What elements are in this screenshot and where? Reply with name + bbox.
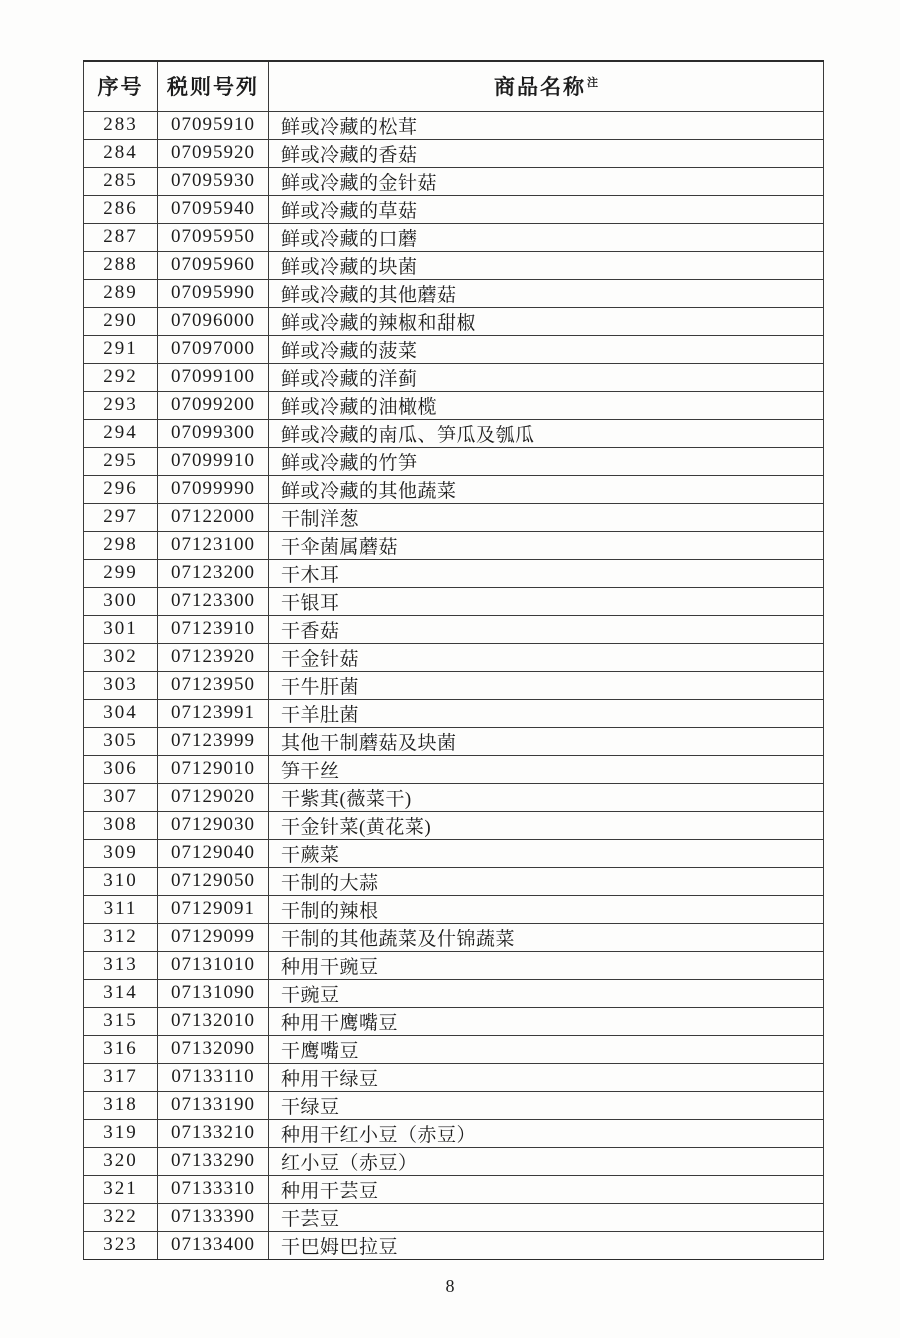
table-row [84, 727, 824, 755]
product-name-cell: 鲜或冷藏的块菌 [269, 251, 824, 279]
tariff-code-cell: 07099200 [158, 391, 269, 419]
table-row [84, 615, 824, 643]
tariff-code-cell: 07123999 [158, 727, 269, 755]
tariff-code-cell: 07133290 [158, 1147, 269, 1175]
product-name-cell: 干牛肝菌 [269, 671, 824, 699]
product-name-cell: 鲜或冷藏的松茸 [269, 111, 824, 139]
column-header-tariff-code: 税则号列 [158, 61, 269, 111]
table-row [84, 643, 824, 671]
tariff-code-cell: 07131010 [158, 951, 269, 979]
table-row [84, 1147, 824, 1175]
serial-cell: 316 [84, 1035, 158, 1063]
table-row [84, 867, 824, 895]
product-name-cell: 种用干豌豆 [269, 951, 824, 979]
table-row [84, 251, 824, 279]
product-name-cell: 鲜或冷藏的草菇 [269, 195, 824, 223]
product-name-cell: 干蕨菜 [269, 839, 824, 867]
table-row [84, 531, 824, 559]
product-name-cell: 种用干红小豆（赤豆） [269, 1119, 824, 1147]
table-row [84, 699, 824, 727]
serial-cell: 323 [84, 1231, 158, 1259]
serial-cell: 317 [84, 1063, 158, 1091]
product-name-cell: 干制的辣根 [269, 895, 824, 923]
table-row [84, 811, 824, 839]
table-header [84, 61, 824, 111]
product-name-cell: 鲜或冷藏的金针菇 [269, 167, 824, 195]
serial-cell: 306 [84, 755, 158, 783]
tariff-code-cell: 07123200 [158, 559, 269, 587]
product-name-cell: 干制的其他蔬菜及什锦蔬菜 [269, 923, 824, 951]
serial-cell: 284 [84, 139, 158, 167]
tariff-code-cell: 07095940 [158, 195, 269, 223]
serial-cell: 283 [84, 111, 158, 139]
tariff-code-cell: 07133310 [158, 1175, 269, 1203]
tariff-code-cell: 07095990 [158, 279, 269, 307]
product-name-cell: 鲜或冷藏的油橄榄 [269, 391, 824, 419]
tariff-code-cell: 07129050 [158, 867, 269, 895]
product-name-cell: 干巴姆巴拉豆 [269, 1231, 824, 1259]
product-name-cell: 鲜或冷藏的其他蔬菜 [269, 475, 824, 503]
serial-cell: 288 [84, 251, 158, 279]
tariff-code-cell: 07095920 [158, 139, 269, 167]
tariff-code-cell: 07123910 [158, 615, 269, 643]
table-row [84, 195, 824, 223]
tariff-code-cell: 07099910 [158, 447, 269, 475]
table-row [84, 1231, 824, 1259]
table-row [84, 895, 824, 923]
table-row [84, 167, 824, 195]
column-header-product-name [269, 61, 824, 111]
tariff-code-cell: 07129010 [158, 755, 269, 783]
table-row [84, 979, 824, 1007]
product-name-cell: 红小豆（赤豆） [269, 1147, 824, 1175]
serial-cell: 320 [84, 1147, 158, 1175]
table-row [84, 279, 824, 307]
table-row [84, 447, 824, 475]
tariff-code-cell: 07133190 [158, 1091, 269, 1119]
product-name-cell: 其他干制蘑菇及块菌 [269, 727, 824, 755]
serial-cell: 318 [84, 1091, 158, 1119]
tariff-code-cell: 07123991 [158, 699, 269, 727]
tariff-code-cell: 07129020 [158, 783, 269, 811]
table-row [84, 755, 824, 783]
serial-cell: 292 [84, 363, 158, 391]
table-row [84, 951, 824, 979]
table-row [84, 1203, 824, 1231]
serial-cell: 295 [84, 447, 158, 475]
table-body [84, 111, 824, 1259]
table-row [84, 1035, 824, 1063]
table-row [84, 419, 824, 447]
table-row [84, 139, 824, 167]
tariff-code-cell: 07129040 [158, 839, 269, 867]
serial-cell: 290 [84, 307, 158, 335]
product-name-cell: 鲜或冷藏的香菇 [269, 139, 824, 167]
tariff-table [83, 60, 824, 1260]
product-name-cell: 干香菇 [269, 615, 824, 643]
serial-cell: 313 [84, 951, 158, 979]
tariff-code-cell: 07123300 [158, 587, 269, 615]
tariff-code-cell: 07095930 [158, 167, 269, 195]
table-row [84, 839, 824, 867]
tariff-code-cell: 07123920 [158, 643, 269, 671]
tariff-code-cell: 07122000 [158, 503, 269, 531]
table-row [84, 391, 824, 419]
serial-cell: 293 [84, 391, 158, 419]
serial-cell: 304 [84, 699, 158, 727]
serial-cell: 303 [84, 671, 158, 699]
serial-cell: 321 [84, 1175, 158, 1203]
serial-cell: 294 [84, 419, 158, 447]
tariff-code-cell: 07123100 [158, 531, 269, 559]
serial-cell: 309 [84, 839, 158, 867]
page-number: 8 [445, 1276, 455, 1296]
serial-cell: 319 [84, 1119, 158, 1147]
tariff-code-cell: 07133390 [158, 1203, 269, 1231]
serial-cell: 299 [84, 559, 158, 587]
product-name-cell: 干银耳 [269, 587, 824, 615]
table-row [84, 1175, 824, 1203]
product-name-cell: 干伞菌属蘑菇 [269, 531, 824, 559]
serial-cell: 322 [84, 1203, 158, 1231]
serial-cell: 308 [84, 811, 158, 839]
tariff-code-cell: 07133210 [158, 1119, 269, 1147]
product-name-cell: 鲜或冷藏的菠菜 [269, 335, 824, 363]
tariff-code-cell: 07132090 [158, 1035, 269, 1063]
header-row [84, 61, 824, 111]
serial-cell: 314 [84, 979, 158, 1007]
table-row [84, 1063, 824, 1091]
product-name-cell: 笋干丝 [269, 755, 824, 783]
table-row [84, 307, 824, 335]
tariff-code-cell: 07129099 [158, 923, 269, 951]
serial-cell: 296 [84, 475, 158, 503]
table-row [84, 783, 824, 811]
serial-cell: 291 [84, 335, 158, 363]
product-name-cell: 干羊肚菌 [269, 699, 824, 727]
product-name-cell: 种用干绿豆 [269, 1063, 824, 1091]
serial-cell: 302 [84, 643, 158, 671]
product-name-cell: 鲜或冷藏的竹笋 [269, 447, 824, 475]
product-name-cell: 鲜或冷藏的其他蘑菇 [269, 279, 824, 307]
table-row [84, 1091, 824, 1119]
product-name-header-text: 商品名称 [494, 75, 586, 100]
product-name-cell: 种用干鹰嘴豆 [269, 1007, 824, 1035]
tariff-code-cell: 07099300 [158, 419, 269, 447]
table-row [84, 475, 824, 503]
product-name-cell: 干制洋葱 [269, 503, 824, 531]
table-row [84, 1119, 824, 1147]
product-name-cell: 干制的大蒜 [269, 867, 824, 895]
product-name-cell: 鲜或冷藏的辣椒和甜椒 [269, 307, 824, 335]
serial-cell: 286 [84, 195, 158, 223]
serial-cell: 305 [84, 727, 158, 755]
serial-cell: 310 [84, 867, 158, 895]
product-name-cell: 干绿豆 [269, 1091, 824, 1119]
tariff-code-cell: 07133110 [158, 1063, 269, 1091]
serial-cell: 311 [84, 895, 158, 923]
tariff-code-cell: 07095950 [158, 223, 269, 251]
serial-cell: 300 [84, 587, 158, 615]
product-name-cell: 干鹰嘴豆 [269, 1035, 824, 1063]
tariff-code-cell: 07129030 [158, 811, 269, 839]
product-name-cell: 干金针菜(黄花菜) [269, 811, 824, 839]
table-row [84, 335, 824, 363]
table-row [84, 111, 824, 139]
serial-cell: 287 [84, 223, 158, 251]
tariff-code-cell: 07099990 [158, 475, 269, 503]
tariff-code-cell: 07095910 [158, 111, 269, 139]
product-name-cell: 种用干芸豆 [269, 1175, 824, 1203]
serial-cell: 289 [84, 279, 158, 307]
serial-cell: 301 [84, 615, 158, 643]
table-row [84, 223, 824, 251]
serial-cell: 315 [84, 1007, 158, 1035]
tariff-code-cell: 07132010 [158, 1007, 269, 1035]
product-name-cell: 干芸豆 [269, 1203, 824, 1231]
tariff-code-cell: 07096000 [158, 307, 269, 335]
table-row [84, 363, 824, 391]
product-name-cell: 鲜或冷藏的南瓜、笋瓜及瓠瓜 [269, 419, 824, 447]
header-footnote-marker: 注 [587, 77, 598, 90]
tariff-code-cell: 07123950 [158, 671, 269, 699]
serial-cell: 312 [84, 923, 158, 951]
product-name-cell: 鲜或冷藏的洋蓟 [269, 363, 824, 391]
tariff-code-cell: 07097000 [158, 335, 269, 363]
product-name-cell: 干紫萁(薇菜干) [269, 783, 824, 811]
serial-cell: 307 [84, 783, 158, 811]
table-row [84, 923, 824, 951]
table-row [84, 559, 824, 587]
table-row [84, 503, 824, 531]
tariff-code-cell: 07129091 [158, 895, 269, 923]
tariff-code-cell: 07099100 [158, 363, 269, 391]
table-row [84, 1007, 824, 1035]
column-header-serial: 序号 [84, 61, 158, 111]
serial-cell: 297 [84, 503, 158, 531]
table-row [84, 671, 824, 699]
serial-cell: 285 [84, 167, 158, 195]
tariff-code-cell: 07131090 [158, 979, 269, 1007]
tariff-code-cell: 07095960 [158, 251, 269, 279]
tariff-code-cell: 07133400 [158, 1231, 269, 1259]
product-name-cell: 干金针菇 [269, 643, 824, 671]
product-name-cell: 鲜或冷藏的口蘑 [269, 223, 824, 251]
product-name-cell: 干木耳 [269, 559, 824, 587]
table-row [84, 587, 824, 615]
serial-cell: 298 [84, 531, 158, 559]
product-name-cell: 干豌豆 [269, 979, 824, 1007]
